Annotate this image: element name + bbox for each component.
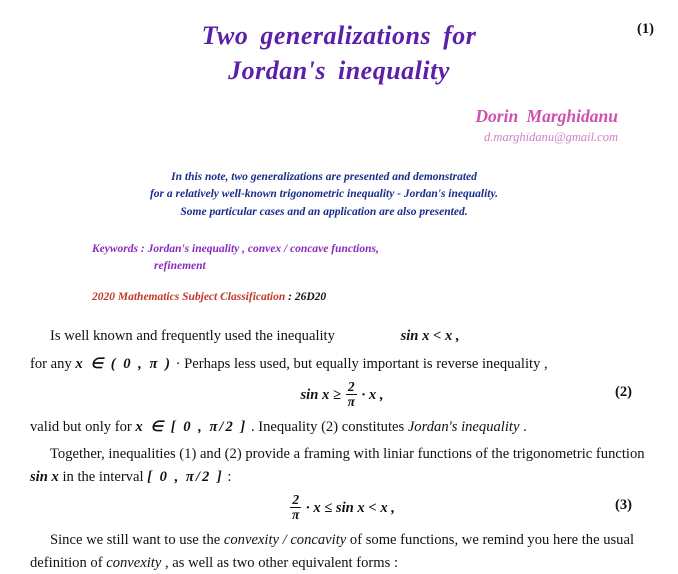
equation-1-number: (1): [636, 21, 654, 37]
paragraph-5-emphasis-1: convexity / concavity: [223, 531, 347, 548]
author-block: [0, 106, 678, 145]
equation-3-fraction: [290, 493, 301, 522]
paragraph-2: [30, 353, 654, 376]
equation-3-denominator: π: [292, 506, 300, 522]
paragraph-4-math-1: sin x: [30, 469, 59, 486]
keywords-label: Keywords :: [92, 242, 145, 255]
paragraph-3: [30, 416, 654, 439]
paragraph-4-math-2: [ 0 , π/2 ]: [147, 469, 224, 486]
equation-1-inline: sin x < x ,: [400, 328, 460, 345]
equation-2: [30, 378, 654, 410]
paragraph-5-text-c: definition of: [30, 554, 103, 571]
equation-2-relation: ≥: [332, 386, 341, 403]
equation-2-lhs: sin x: [300, 386, 330, 403]
paper-page: [0, 18, 678, 573]
paragraph-4-text-b: function: [595, 446, 645, 463]
equation-2-denominator: π: [347, 393, 355, 409]
paragraph-5-text-b: of some functions, we remind you here the usual: [349, 531, 635, 548]
keywords-line-2: refinement: [154, 260, 206, 273]
paragraph-4: [30, 443, 654, 488]
paragraph-3-emphasis: Jordan's inequality: [407, 418, 520, 435]
paragraph-3-math: x ∈ [ 0 , π/2 ]: [135, 418, 248, 435]
paragraph-3-text-b: . Inequality (2) constitutes: [250, 418, 405, 435]
paragraph-2-math: x ∈ ( 0 , π ): [75, 356, 172, 373]
paragraph-2-text-b: · Perhaps less used, but equally important is reverse inequality ,: [175, 356, 548, 373]
page-title: [0, 18, 678, 88]
msc-block: [0, 291, 678, 303]
paragraph-3-text-c: .: [523, 418, 527, 435]
author-email: d.marghidanu@gmail.com: [484, 130, 618, 145]
abstract: [0, 169, 678, 221]
abstract-line-2: for a relatively well-known trigonometric inequality - Jordan's inequality.: [149, 188, 499, 201]
equation-2-fraction: [346, 380, 357, 409]
equation-2-number: (2): [614, 383, 632, 400]
keywords-block: [0, 241, 678, 276]
equation-2-numerator: 2: [347, 378, 355, 394]
keywords-line-1: Jordan's inequality , convex / concave functions,: [147, 242, 379, 255]
paragraph-3-text-a: valid but only for: [30, 418, 132, 435]
paragraph-2-text-a: for any: [30, 356, 72, 373]
abstract-line-3: Some particular cases and an application are also presented.: [180, 205, 468, 218]
paragraph-4-text-c: in the interval: [62, 469, 144, 486]
msc-code: : 26D20: [288, 291, 327, 304]
title-line-1: Two generalizations for: [201, 21, 477, 50]
equation-3-numerator: 2: [292, 491, 300, 507]
paragraph-1-text: Is well known and frequently used the inequality: [50, 328, 335, 345]
msc-label: 2020 Mathematics Subject Classification: [92, 291, 286, 304]
paragraph-5: [30, 529, 654, 574]
abstract-line-1: In this note, two generalizations are presented and demonstrated: [171, 171, 477, 184]
paragraph-4-text-d: :: [227, 469, 232, 486]
paragraph-4-text-a: Together, inequalities (1) and (2) provide a framing with liniar functions of the trigonometric: [50, 446, 593, 463]
title-line-2: Jordan's inequality: [228, 56, 450, 86]
author-name: Dorin Marghidanu: [475, 106, 618, 127]
equation-3: [30, 491, 654, 523]
equation-2-rhs: · x ,: [361, 386, 384, 403]
equation-3-number: (3): [614, 496, 632, 513]
equation-3-body: · x ≤ sin x < x ,: [306, 499, 395, 516]
paragraph-5-emphasis-2: convexity: [106, 554, 162, 571]
paragraph-5-text-d: , as well as two other equivalent forms :: [164, 554, 399, 571]
paragraph-5-text-a: Since we still want to use the: [50, 531, 221, 548]
